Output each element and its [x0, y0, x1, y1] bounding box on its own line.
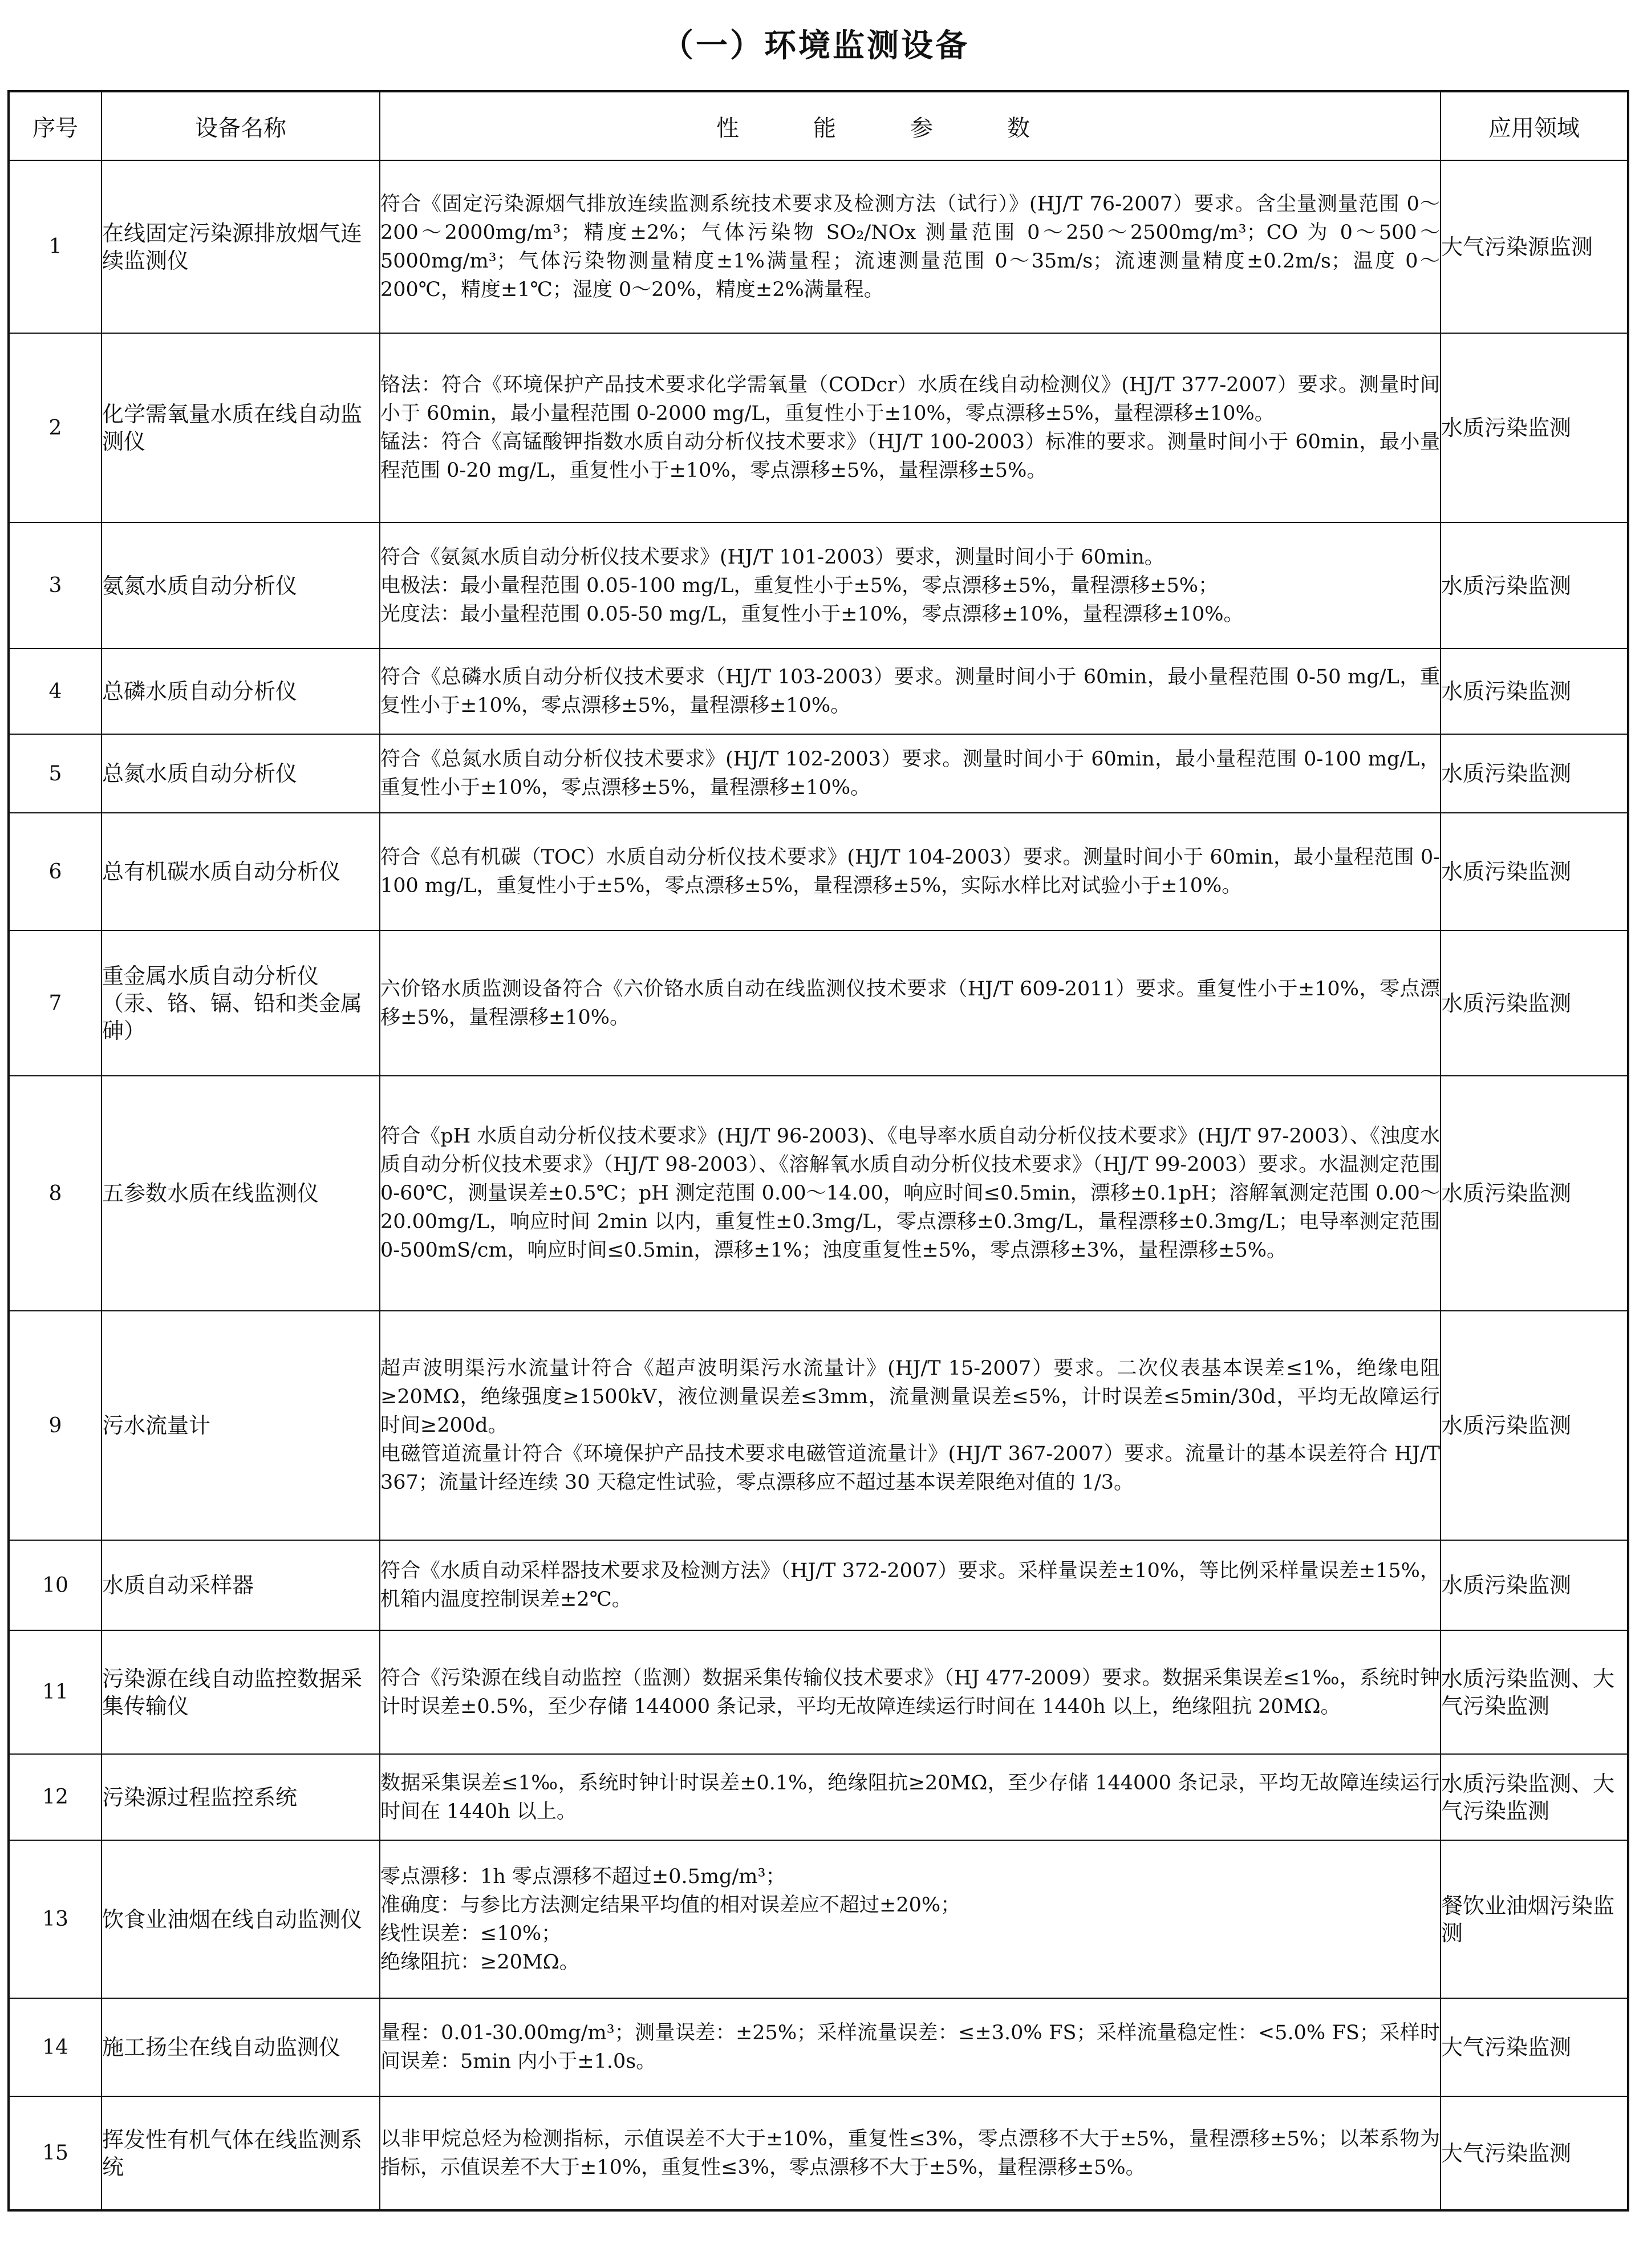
equipment-name: 重金属水质自动分析仪（汞、铬、镉、铅和类金属砷）: [102, 930, 380, 1076]
header-no: 序号: [9, 91, 102, 160]
row-number: 7: [9, 930, 102, 1076]
table-row: [9, 734, 1628, 813]
performance-params: 符合《pH 水质自动分析仪技术要求》(HJ/T 96-2003)、《电导率水质自动分析仪技术要求》(HJ/T 97-2003）、《浊度水质自动分析仪技术要求》（HJ/T 98-2003）、《溶解氧水质自动分析仪技术要求》（HJ/T 99-2003）要求。水温测定范围 0-60℃，测量误差±0.5℃；pH 测定范围 0.00～14.00，响应时间≤0.5min，漂移±0.1pH；溶解氧测定范围 0.00～20.00mg/L，响应时间 2min 以内，重复性±0.3mg/L，零点漂移±0.3mg/L，量程漂移±0.3mg/L；电导率测定范围 0-500mS/cm，响应时间≤0.5min，漂移±1%；浊度重复性±5%，零点漂移±3%，量程漂移±5%。: [380, 1076, 1441, 1311]
performance-params: 符合《水质自动采样器技术要求及检测方法》（HJ/T 372-2007）要求。采样量误差±10%，等比例采样量误差±15%，机箱内温度控制误差±2℃。: [380, 1540, 1441, 1630]
performance-params: 铬法：符合《环境保护产品技术要求化学需氧量（CODcr）水质在线自动检测仪》(HJ/T 377-2007）要求。测量时间小于 60min，最小量程范围 0-2000 mg/L，重复性小于±10%，零点漂移±5%，量程漂移±10%。 锰法：符合《高锰酸钾指数水质自动分析仪技术要求》（HJ/T 100-2003）标准的要求。测量时间小于 60min，最小量程范围 0-20 mg/L，重复性小于±10%，零点漂移±5%，量程漂移±5%。: [380, 333, 1441, 523]
equipment-name: 氨氮水质自动分析仪: [102, 523, 380, 649]
row-number: 12: [9, 1754, 102, 1840]
application-domain: 水质污染监测: [1441, 813, 1628, 930]
header-domain: 应用领域: [1441, 91, 1628, 160]
application-domain: 水质污染监测: [1441, 333, 1628, 523]
header-name: 设备名称: [102, 91, 380, 160]
table-row: [9, 1540, 1628, 1630]
table-row: [9, 1840, 1628, 1998]
equipment-name: 挥发性有机气体在线监测系统: [102, 2096, 380, 2210]
table-row: [9, 1630, 1628, 1754]
table-row: [9, 1998, 1628, 2096]
table-body: [9, 160, 1628, 2210]
equipment-name: 施工扬尘在线自动监测仪: [102, 1998, 380, 2096]
equipment-name: 总磷水质自动分析仪: [102, 649, 380, 734]
table-row: [9, 1076, 1628, 1311]
performance-params: 符合《氨氮水质自动分析仪技术要求》(HJ/T 101-2003）要求，测量时间小于 60min。 电极法：最小量程范围 0.05-100 mg/L，重复性小于±5%，零点漂移±5%，量程漂移±5%； 光度法：最小量程范围 0.05-50 mg/L，重复性小于±10%，零点漂移±10%，量程漂移±10%。: [380, 523, 1441, 649]
application-domain: 水质污染监测、大气污染监测: [1441, 1630, 1628, 1754]
table-row: [9, 2096, 1628, 2210]
performance-params: 符合《总磷水质自动分析仪技术要求（HJ/T 103-2003）要求。测量时间小于 60min，最小量程范围 0-50 mg/L，重复性小于±10%，零点漂移±5%，量程漂移±10%。: [380, 649, 1441, 734]
equipment-name: 污染源在线自动监控数据采集传输仪: [102, 1630, 380, 1754]
performance-params: 符合《总有机碳（TOC）水质自动分析仪技术要求》(HJ/T 104-2003）要求。测量时间小于 60min，最小量程范围 0-100 mg/L，重复性小于±5%，零点漂移±5%，量程漂移±5%，实际水样比对试验小于±10%。: [380, 813, 1441, 930]
row-number: 2: [9, 333, 102, 523]
equipment-name: 在线固定污染源排放烟气连续监测仪: [102, 160, 380, 333]
table-row: [9, 523, 1628, 649]
performance-params: 符合《总氮水质自动分析仪技术要求》(HJ/T 102-2003）要求。测量时间小于 60min，最小量程范围 0-100 mg/L，重复性小于±10%，零点漂移±5%，量程漂移±10%。: [380, 734, 1441, 813]
application-domain: 水质污染监测: [1441, 649, 1628, 734]
equipment-name: 五参数水质在线监测仪: [102, 1076, 380, 1311]
row-number: 4: [9, 649, 102, 734]
application-domain: 水质污染监测: [1441, 1540, 1628, 1630]
table-row: [9, 333, 1628, 523]
equipment-name: 饮食业油烟在线自动监测仪: [102, 1840, 380, 1998]
table-row: [9, 1311, 1628, 1540]
performance-params: 以非甲烷总烃为检测指标，示值误差不大于±10%，重复性≤3%，零点漂移不大于±5%，量程漂移±5%；以苯系物为指标，示值误差不大于±10%，重复性≤3%，零点漂移不大于±5%，量程漂移±5%。: [380, 2096, 1441, 2210]
row-number: 9: [9, 1311, 102, 1540]
equipment-name: 污水流量计: [102, 1311, 380, 1540]
application-domain: 大气污染监测: [1441, 1998, 1628, 2096]
equipment-table: [7, 90, 1629, 2212]
table-row: [9, 1754, 1628, 1840]
performance-params: 符合《固定污染源烟气排放连续监测系统技术要求及检测方法（试行）》(HJ/T 76-2007）要求。含尘量测量范围 0～200～2000mg/m³；精度±2%；气体污染物 SO₂/NOx 测量范围 0～250～2500mg/m³；CO 为 0～500～5000mg/m³；气体污染物测量精度±1%满量程；流速测量范围 0～35m/s；流速测量精度±0.2m/s；温度 0～200℃，精度±1℃；湿度 0～20%，精度±2%满量程。: [380, 160, 1441, 333]
table-row: [9, 930, 1628, 1076]
table-row: [9, 160, 1628, 333]
row-number: 13: [9, 1840, 102, 1998]
performance-params: 符合《污染源在线自动监控（监测）数据采集传输仪技术要求》（HJ 477-2009）要求。数据采集误差≤1‰，系统时钟计时误差±0.5%，至少存储 144000 条记录，平均无故障连续运行时间在 1440h 以上，绝缘阻抗 20MΩ。: [380, 1630, 1441, 1754]
row-number: 5: [9, 734, 102, 813]
performance-params: 六价铬水质监测设备符合《六价铬水质自动在线监测仪技术要求（HJ/T 609-2011）要求。重复性小于±10%，零点漂移±5%，量程漂移±10%。: [380, 930, 1441, 1076]
application-domain: 水质污染监测: [1441, 930, 1628, 1076]
table-header-row: [9, 91, 1628, 160]
page-title: （一）环境监测设备: [662, 27, 969, 64]
application-domain: 水质污染监测: [1441, 734, 1628, 813]
equipment-name: 总有机碳水质自动分析仪: [102, 813, 380, 930]
equipment-name: 总氮水质自动分析仪: [102, 734, 380, 813]
row-number: 10: [9, 1540, 102, 1630]
table-row: [9, 813, 1628, 930]
application-domain: 水质污染监测: [1441, 523, 1628, 649]
row-number: 3: [9, 523, 102, 649]
application-domain: 水质污染监测: [1441, 1076, 1628, 1311]
application-domain: 餐饮业油烟污染监测: [1441, 1840, 1628, 1998]
application-domain: 水质污染监测、大气污染监测: [1441, 1754, 1628, 1840]
row-number: 14: [9, 1998, 102, 2096]
row-number: 15: [9, 2096, 102, 2210]
application-domain: 大气污染源监测: [1441, 160, 1628, 333]
performance-params: 零点漂移：1h 零点漂移不超过±0.5mg/m³； 准确度：与参比方法测定结果平均值的相对误差应不超过±20%； 线性误差：≤10%； 绝缘阻抗：≥20MΩ。: [380, 1840, 1441, 1998]
equipment-name: 水质自动采样器: [102, 1540, 380, 1630]
row-number: 1: [9, 160, 102, 333]
table-row: [9, 649, 1628, 734]
header-params: 性能参数: [380, 91, 1441, 160]
application-domain: 水质污染监测: [1441, 1311, 1628, 1540]
row-number: 11: [9, 1630, 102, 1754]
performance-params: 量程：0.01-30.00mg/m³；测量误差：±25%；采样流量误差：≤±3.0% FS；采样流量稳定性：<5.0% FS；采样时间误差：5min 内小于±1.0s。: [380, 1998, 1441, 2096]
equipment-name: 化学需氧量水质在线自动监测仪: [102, 333, 380, 523]
application-domain: 大气污染监测: [1441, 2096, 1628, 2210]
performance-params: 数据采集误差≤1‰，系统时钟计时误差±0.1%，绝缘阻抗≥20MΩ，至少存储 144000 条记录，平均无故障连续运行时间在 1440h 以上。: [380, 1754, 1441, 1840]
row-number: 6: [9, 813, 102, 930]
equipment-name: 污染源过程监控系统: [102, 1754, 380, 1840]
row-number: 8: [9, 1076, 102, 1311]
performance-params: 超声波明渠污水流量计符合《超声波明渠污水流量计》(HJ/T 15-2007）要求。二次仪表基本误差≤1%，绝缘电阻≥20MΩ，绝缘强度≥1500kV，液位测量误差≤3mm，流量测量误差≤5%，计时误差≤5min/30d，平均无故障运行时间≥200d。 电磁管道流量计符合《环境保护产品技术要求电磁管道流量计》(HJ/T 367-2007）要求。流量计的基本误差符合 HJ/T 367；流量计经连续 30 天稳定性试验，零点漂移应不超过基本误差限绝对值的 1/3。: [380, 1311, 1441, 1540]
